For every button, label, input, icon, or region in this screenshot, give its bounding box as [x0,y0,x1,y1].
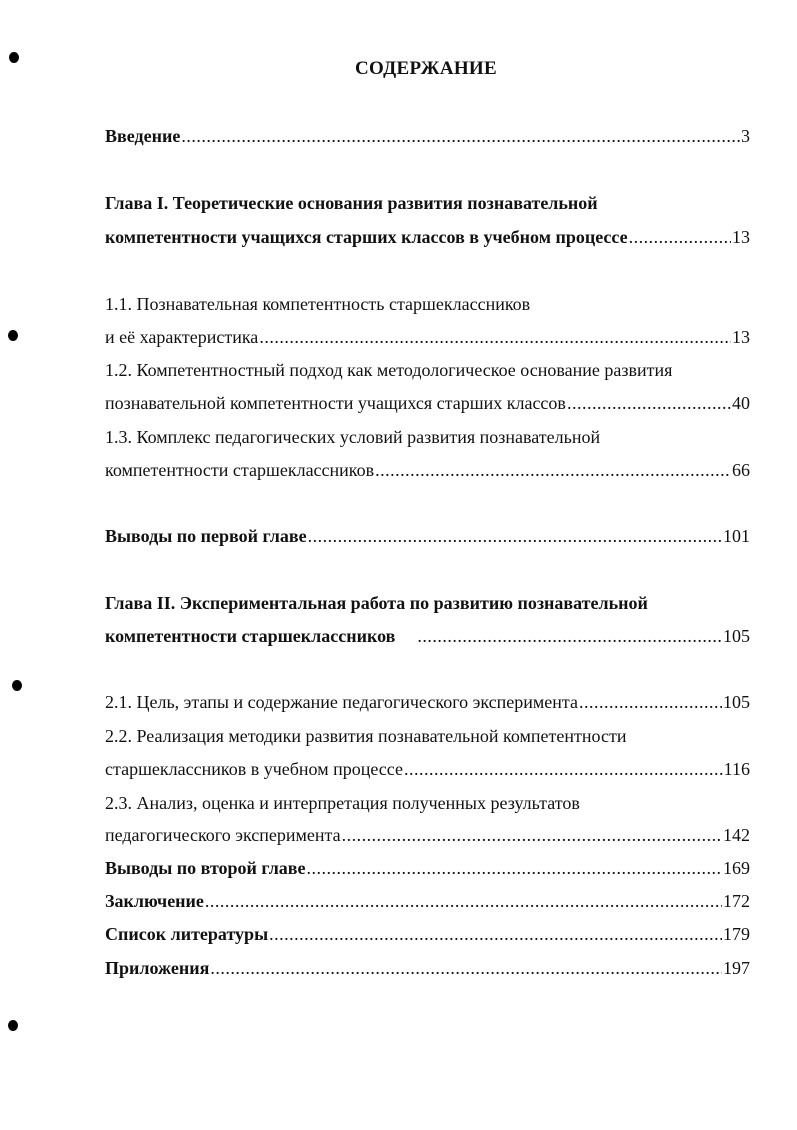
toc-entry-text: компетентности старшеклассников [105,460,375,480]
toc-entry-text: Введение [105,126,181,146]
toc-page-number: 172 [723,891,750,911]
toc-entry-chapter1[interactable] [105,225,750,249]
binder-hole-mark [8,330,18,341]
toc-entry-section-2-3[interactable] [105,823,750,847]
toc-entry-text: Приложения [105,958,210,978]
toc-page-number: 3 [741,126,750,146]
toc-chapter1-heading-line1: Глава I. Теоретические основания развития познавательной [105,193,598,213]
toc-section-1-3-line1: 1.3. Комплекс педагогических условий развития познавательной [105,427,601,447]
toc-entry-intro[interactable] [105,124,750,148]
toc-entry-text: Список литературы [105,924,269,944]
leader-dots [567,391,731,415]
toc-entry-text: познавательной компетентности учащихся старших классов [105,393,566,413]
leader-dots [210,956,722,980]
leader-dots [375,458,731,482]
toc-page-number: 179 [723,924,750,944]
leader-dots [404,757,723,781]
toc-page-number: 101 [723,526,750,546]
toc-page-number: 197 [723,958,750,978]
toc-page-number: 13 [732,327,750,347]
toc-page-number: 142 [723,825,750,845]
toc-entry-text: компетентности учащихся старших классов в учебном процессе [105,227,628,247]
toc-section-2-2-line1: 2.2. Реализация методики развития познавательной компетентности [105,726,627,746]
leader-dots [629,225,731,249]
toc-entry-conclusion[interactable] [105,889,750,913]
toc-page-number: 116 [723,759,750,779]
page-title: СОДЕРЖАНИЕ [355,58,497,79]
toc-page-number: 40 [732,393,750,413]
toc-entry-text: Заключение [105,891,204,911]
leader-dots [259,325,731,349]
toc-entry-text: старшеклассников в учебном процессе [105,759,403,779]
toc-entry-section-2-1[interactable] [105,690,750,714]
toc-entry-text: Выводы по второй главе [105,858,306,878]
toc-chapter2-heading-line1: Глава II. Экспериментальная работа по развитию познавательной [105,593,648,613]
toc-entry-conclusions-2[interactable] [105,856,750,880]
toc-entry-text: 2.1. Цель, этапы и содержание педагогического эксперимента [105,692,578,712]
toc-page-number: 13 [732,227,750,247]
leader-dots [417,624,722,648]
toc-page-number: 105 [723,626,750,646]
toc-section-2-3-line1: 2.3. Анализ, оценка и интерпретация полученных результатов [105,793,580,813]
toc-entry-section-2-2[interactable] [105,757,750,781]
toc-page-number: 66 [732,460,750,480]
toc-page-number: 169 [723,858,750,878]
toc-section-1-2-line1: 1.2. Компетентностный подход как методологическое основание развития [105,360,673,380]
leader-dots [308,524,722,548]
toc-entry-conclusions-1[interactable] [105,524,750,548]
toc-entry-text: педагогического эксперимента [105,825,341,845]
toc-entry-section-1-2[interactable] [105,391,750,415]
binder-hole-mark [12,680,22,691]
leader-dots [205,889,722,913]
toc-entry-section-1-3[interactable] [105,458,750,482]
toc-entry-section-1-1[interactable] [105,325,750,349]
leader-dots [181,124,740,148]
toc-entry-appendix[interactable] [105,956,750,980]
toc-entry-text: компетентности старшеклассников [105,626,396,646]
toc-section-1-1-line1: 1.1. Познавательная компетентность старшеклассников [105,294,531,314]
leader-dots [342,823,722,847]
binder-hole-mark [8,1020,18,1031]
toc-entry-text: Выводы по первой главе [105,526,307,546]
toc-entry-chapter2[interactable] [105,624,750,648]
leader-dots [579,690,722,714]
toc-entry-literature[interactable] [105,922,750,946]
leader-dots [269,922,722,946]
toc-entry-text: и её характеристика [105,327,259,347]
toc-page-number: 105 [723,692,750,712]
leader-dots [307,856,723,880]
